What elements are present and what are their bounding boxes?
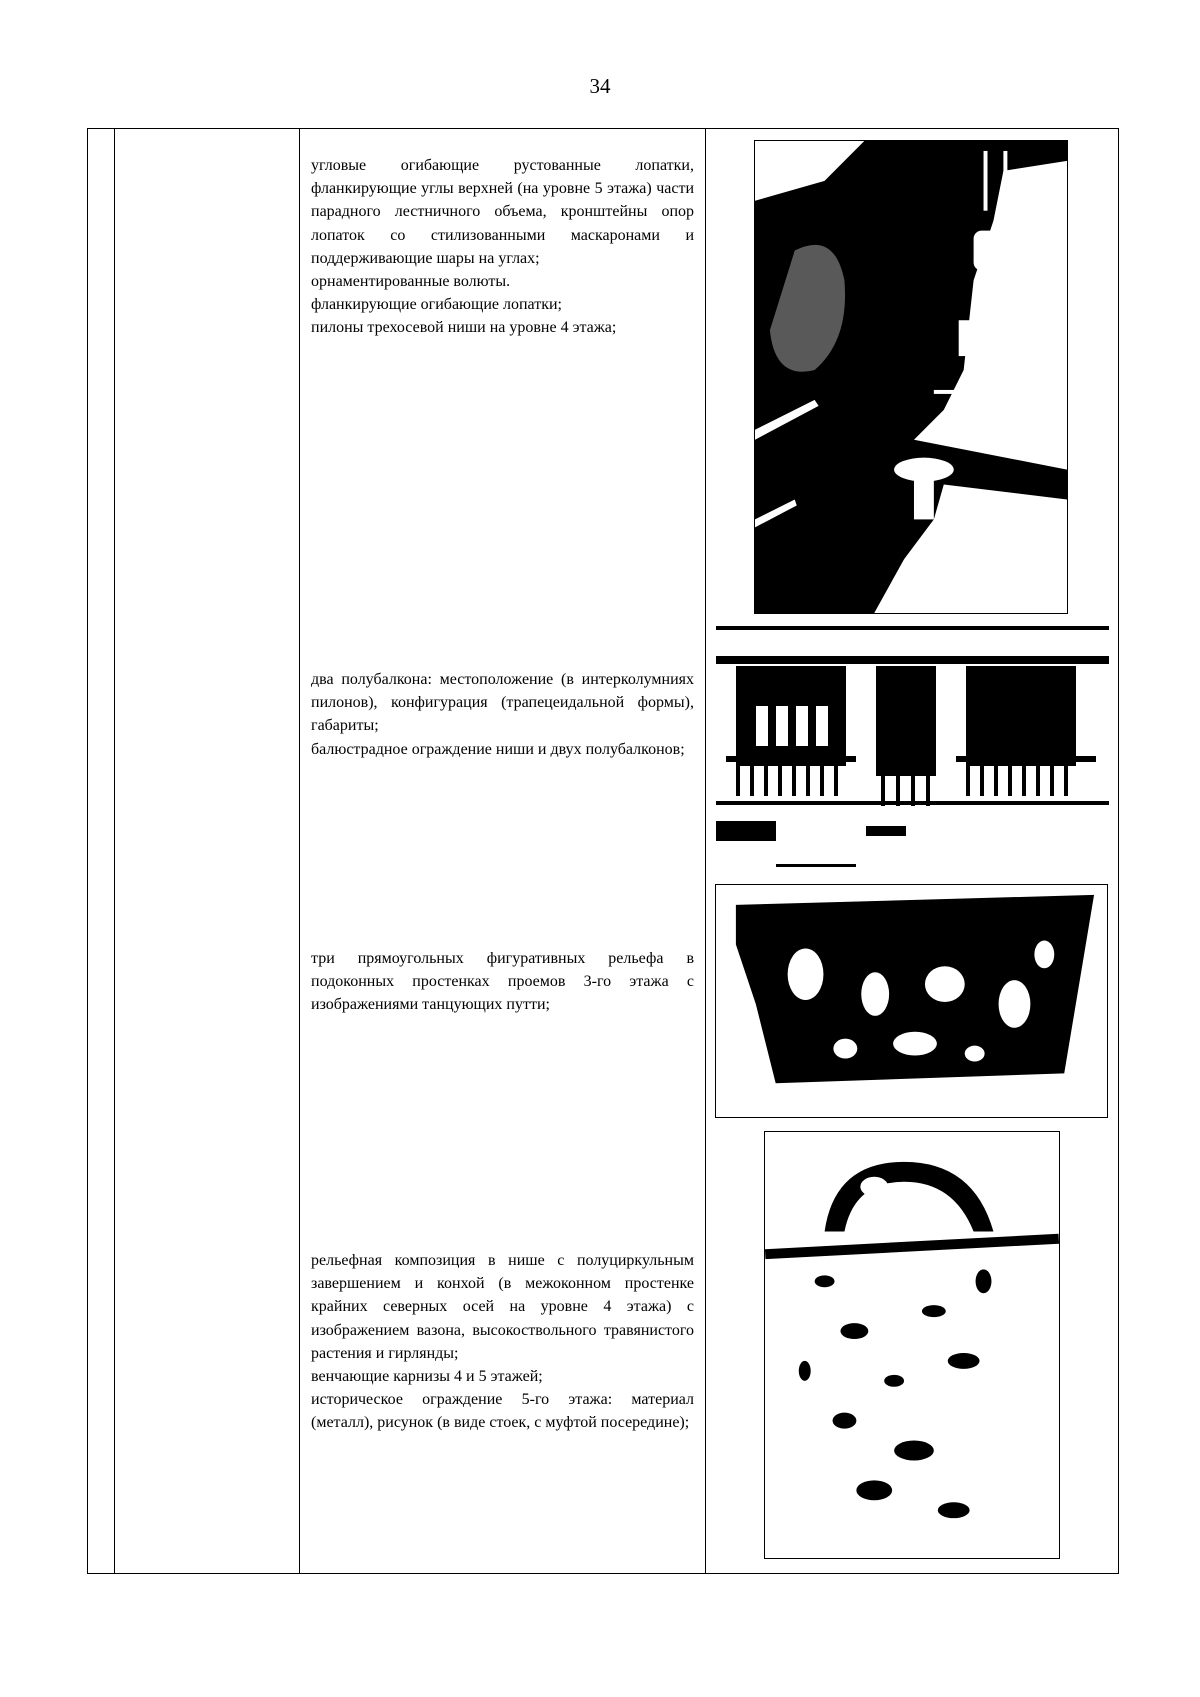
- facade-corner-photo: [754, 140, 1068, 614]
- balcony-photo: [716, 626, 1109, 870]
- page-number: 34: [589, 74, 611, 98]
- balcony-image: [716, 626, 1109, 870]
- putti-relief-photo: [715, 884, 1108, 1118]
- feature-text-2: [311, 668, 694, 761]
- feature-paragraph: фланкирующие огибающие лопатки;: [311, 296, 562, 314]
- feature-text-1: [311, 154, 694, 340]
- feature-paragraph: два полубалкона: местоположение (в интерколумниях пилонов), конфигурация (трапецеидальной формы), габариты;: [311, 671, 694, 735]
- feature-paragraph: три прямоугольных фигуративных рельефа в подоконных простенках проемов 3-го этажа с изображениями танцующих путти;: [311, 950, 694, 1014]
- column-divider-2: [299, 129, 300, 1573]
- feature-paragraph: историческое ограждение 5-го этажа: материал (металл), рисунок (в виде стоек, с муфтой посередине);: [311, 1391, 694, 1432]
- feature-paragraph: балюстрадное ограждение ниши и двух полубалконов;: [311, 740, 685, 758]
- feature-paragraph: орнаментированные волюты.: [311, 273, 511, 291]
- niche-relief-photo: [764, 1131, 1060, 1559]
- feature-paragraph: рельефная композиция в нише с полуциркульным завершением и конхой (в межоконном простенке крайних северных осей на уровне 4 этажа) с изображением вазона, высокоствольного травянистого растения и гирлянды;: [311, 1252, 694, 1362]
- putti-relief-image: [716, 885, 1107, 1117]
- column-divider-1: [114, 129, 115, 1573]
- feature-paragraph: угловые огибающие рустованные лопатки, фланкирующие углы верхней (на уровне 5 этажа) части парадного лестничного объема, кронштейны опор лопаток со стилизованными маскаронами и поддерживающие шары на углах;: [311, 157, 694, 267]
- feature-text-4: [311, 1249, 694, 1435]
- feature-paragraph: пилоны трехосевой ниши на уровне 4 этажа;: [311, 319, 617, 337]
- feature-text-3: [311, 947, 694, 1017]
- feature-paragraph: венчающие карнизы 4 и 5 этажей;: [311, 1368, 543, 1386]
- facade-corner-image: [755, 141, 1067, 613]
- niche-relief-image: [765, 1132, 1059, 1558]
- column-divider-3: [705, 129, 706, 1573]
